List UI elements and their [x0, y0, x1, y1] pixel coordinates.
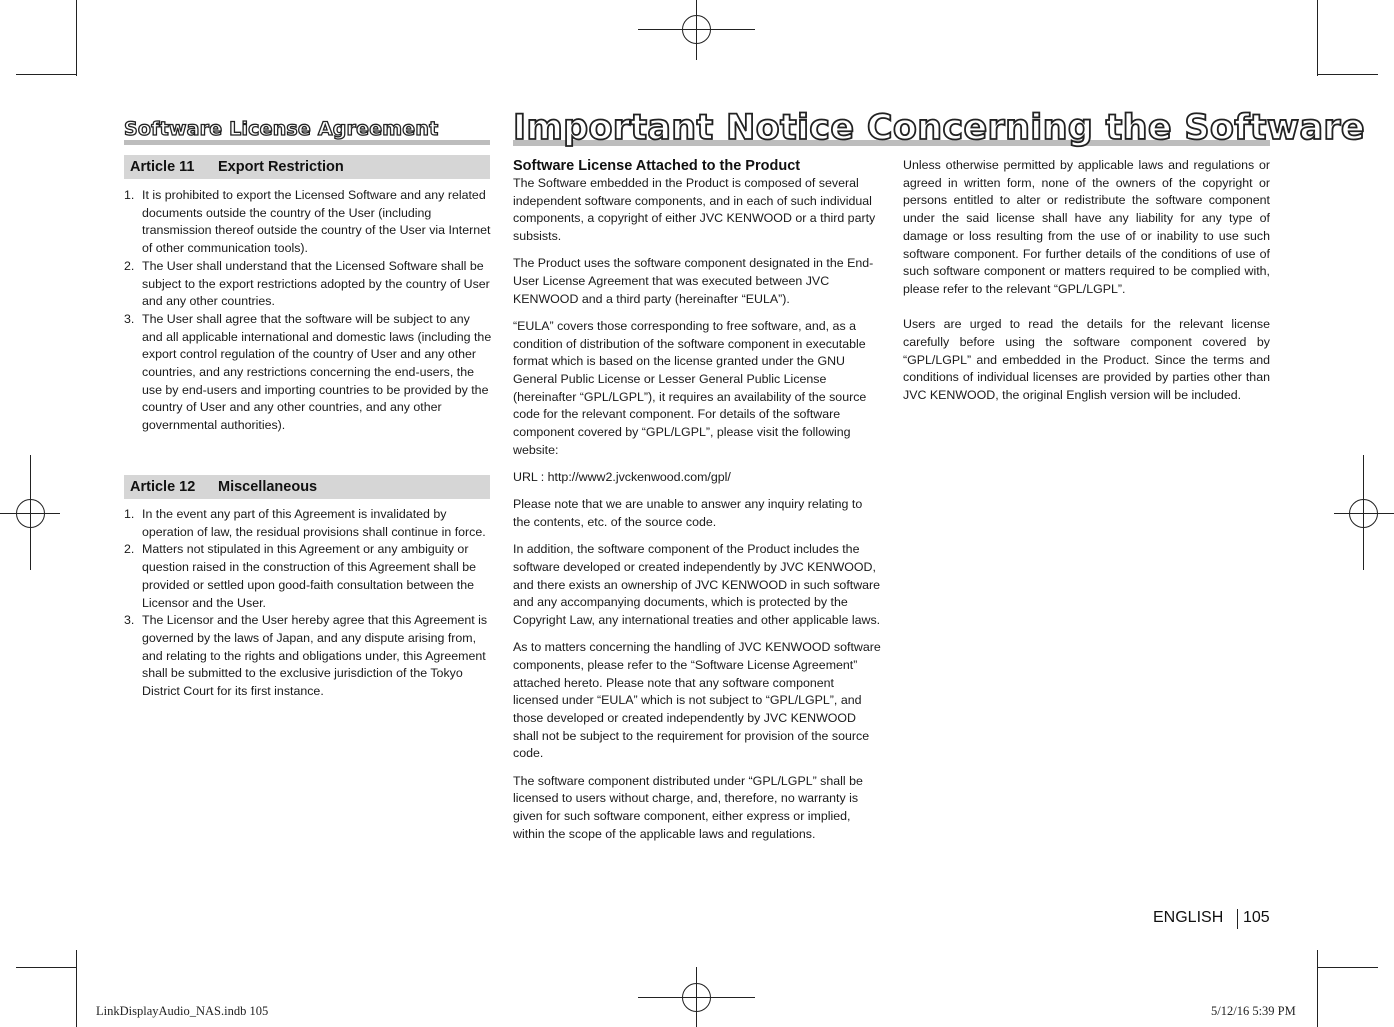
print-slug-date: 5/12/16 5:39 PM	[1211, 1004, 1296, 1018]
list-item: 3. The Licensor and the User hereby agree that this Agreement is governed by the laws of Japan, and any dispute arising from, and relating to the rights and obligations under, this Agreement shall be submitted to the exclusive jurisdiction of the Tokyo District Court for its first instance.	[124, 613, 488, 699]
paragraph: Users are urged to read the details for the relevant license carefully before using the software component covered by “GPL/LGPL” and embedded in the Product. Since the terms and conditions of individual licenses are provided by parties other than JVC KENWOOD, the original English version will be included.	[903, 317, 1270, 403]
paragraph: In addition, the software component of the Product includes the software developed or created independently by JVC KENWOOD, and there exists an ownership of JVC KENWOOD in such software and any accompanying documents, which is protected by the Copyright Law, any international treaties and other applicable laws.	[513, 542, 881, 627]
page-number: 105	[1243, 909, 1270, 926]
paragraph: The Software embedded in the Product is composed of several independent software components, and in each of such individual components, a copyright of either JVC KENWOOD or a third party subsists.	[513, 176, 876, 244]
notice-subheading: Software License Attached to the Product	[513, 158, 801, 174]
page-title: Important Notice Concerning the Software	[513, 108, 1365, 148]
print-slug-file: LinkDisplayAudio_NAS.indb 105	[96, 1004, 269, 1018]
article-12-title: Miscellaneous	[218, 479, 318, 495]
notice-right-column	[903, 157, 1270, 423]
article-12-heading	[124, 475, 490, 499]
paragraph: The software component distributed under “GPL/LGPL” shall be licensed to users without charge, and, therefore, no warranty is given for such software component, either express or implied, within the scope of the applicable laws and regulations.	[513, 773, 863, 841]
article-11-heading	[124, 155, 490, 179]
list-item: 2. Matters not stipulated in this Agreement or any ambiguity or question raised in the construction of this Agreement shall be provided or settled upon good-faith consultation between the Licensor and the User.	[124, 542, 477, 610]
paragraph: Unless otherwise permitted by applicable laws and regulations or agreed in written form, none of the owners of the copyright or persons entitled to alter or redistribute the software component under the said license shall have any liability for any type of damage or loss resulting from the use of or inability to use such software component. For further details of the conditions of use of such software component or matters required to be complied with, please refer to the relevant “GPL/LGPL”.	[903, 158, 1270, 296]
list-item: 2. The User shall understand that the Licensed Software shall be subject to the export restrictions adopted by the country of User and any other countries.	[124, 258, 490, 309]
article-11-number: Article 11	[130, 159, 195, 175]
article-12-number: Article 12	[130, 479, 196, 495]
list-item: 1. It is prohibited to export the Licensed Software and any related documents outside the country of the User (including transmission thereof outside the country of the User via Internet of other communication tools).	[124, 188, 491, 256]
notice-middle-column	[513, 157, 881, 853]
footer-language: ENGLISH	[1153, 909, 1224, 926]
list-item: 1. In the event any part of this Agreement is invalidated by operation of law, the residual provisions shall continue in force.	[124, 507, 486, 539]
paragraph: The Product uses the software component designated in the End-User License Agreement that was executed between JVC KENWOOD and a third party (hereinafter “EULA”).	[513, 256, 874, 306]
article-12-list	[124, 506, 492, 701]
footer-divider	[1237, 909, 1238, 929]
paragraph: “EULA” covers those corresponding to free software, and, as a condition of distribution of the software component in executable format which is based on the license granted under the GNU General Public License or Lesser General Public License (hereinafter “GPL/LGPL”), it requires an availability of the source code for the relevant component. For details of the software component covered by “GPL/LGPL”, please visit the following website:	[513, 318, 867, 457]
paragraph: Please note that we are unable to answer any inquiry relating to the contents, etc. of the source code.	[513, 497, 863, 529]
list-item: 3. The User shall agree that the software will be subject to any and all applicable international and domestic laws (including the export control regulation of the country of User and any other countries, and any restrictions concerning the end-users, the use by end-users and importing countries to be provided by the country of User and any other countries, and any other governmental authorities).	[124, 311, 492, 433]
article-11-title: Export Restriction	[218, 159, 344, 175]
paragraph: As to matters concerning the handling of JVC KENWOOD software components, please refer to the “Software License Agreement” attached hereto. Please note that any software component licensed under “EULA” which is not subject to “GPL/LGPL”, and those developed or created independently by JVC KENWOOD shall not be subject to the requirement for provision of the source code.	[513, 640, 881, 761]
gpl-url: URL : http://www2.jvckenwood.com/gpl/	[513, 470, 731, 485]
article-11-list	[124, 187, 492, 435]
section-title: Software License Agreement	[124, 118, 439, 140]
